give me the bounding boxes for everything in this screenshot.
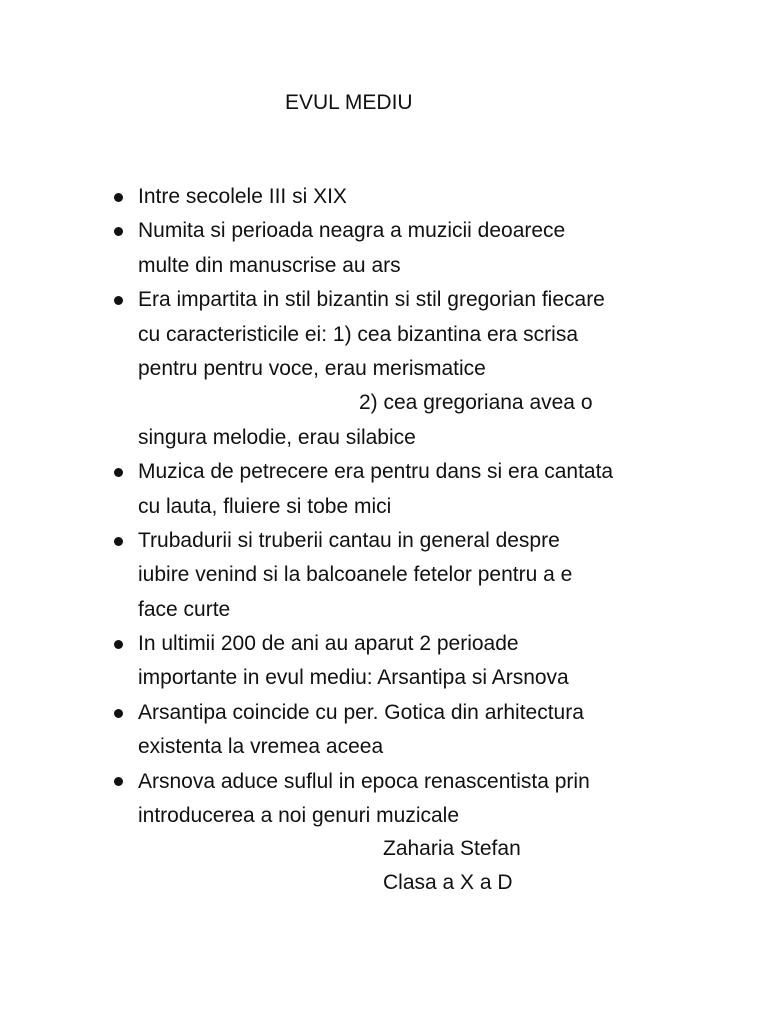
list-item: [0, 455, 678, 524]
list-item-line: Arsantipa coincide cu per. Gotica din arhitectura: [138, 700, 584, 724]
list-item-line: singura melodie, erau silabice: [138, 425, 416, 449]
author-class: Clasa a X a D: [383, 871, 513, 895]
list-item-line: cu caracteristicile ei: 1) cea bizantina era scrisa: [138, 322, 579, 346]
bullet-icon: [114, 193, 123, 202]
bullet-icon: [114, 468, 123, 477]
list-item-line: Era impartita in stil bizantin si stil gregorian fiecare: [138, 288, 605, 312]
bullet-icon: [114, 296, 123, 305]
list-item-line: In ultimii 200 de ani au aparut 2 perioade: [138, 632, 519, 656]
list-item-line: Arsnova aduce suflul in epoca renascentista prin: [138, 769, 590, 793]
list-item: [0, 627, 678, 696]
list-item-line: 2) cea gregoriana avea o: [359, 391, 593, 415]
list-item-line: introducerea a noi genuri muzicale: [138, 804, 460, 828]
list-item-line: importante in evul mediu: Arsantipa si Arsnova: [138, 666, 569, 690]
signature-block: [383, 832, 521, 901]
bullet-icon: [114, 777, 123, 786]
list-item-line: Trubadurii si truberii cantau in general despre: [138, 528, 560, 552]
bullet-icon: [114, 640, 123, 649]
list-item-line: Intre secolele III si XIX: [138, 185, 347, 208]
bullet-icon: [114, 709, 123, 718]
list-item: [0, 524, 678, 627]
list-item: [0, 765, 678, 834]
author-name: Zaharia Stefan: [383, 837, 521, 860]
list-item-line: pentru pentru voce, erau merismatice: [138, 356, 486, 380]
bullet-icon: [114, 227, 123, 236]
list-item-line: face curte: [138, 597, 231, 621]
list-item: [0, 214, 678, 283]
list-item-line: iubire venind si la balcoanele fetelor pentru a e: [138, 563, 573, 587]
bullet-icon: [114, 537, 123, 546]
list-item: [0, 180, 678, 214]
list-item-line: multe din manuscrise au ars: [138, 253, 401, 277]
list-item-line: Numita si perioada neagra a muzicii deoarece: [138, 219, 566, 243]
list-item-line: existenta la vremea aceea: [138, 735, 384, 759]
list-item-line: Muzica de petrecere era pentru dans si era cantata: [138, 460, 614, 484]
document-title: EVUL MEDIU: [285, 91, 413, 114]
list-item: [0, 696, 678, 765]
list-item: [0, 283, 678, 455]
bullet-list: [0, 180, 768, 833]
list-item-line: cu lauta, fluiere si tobe mici: [138, 494, 392, 518]
